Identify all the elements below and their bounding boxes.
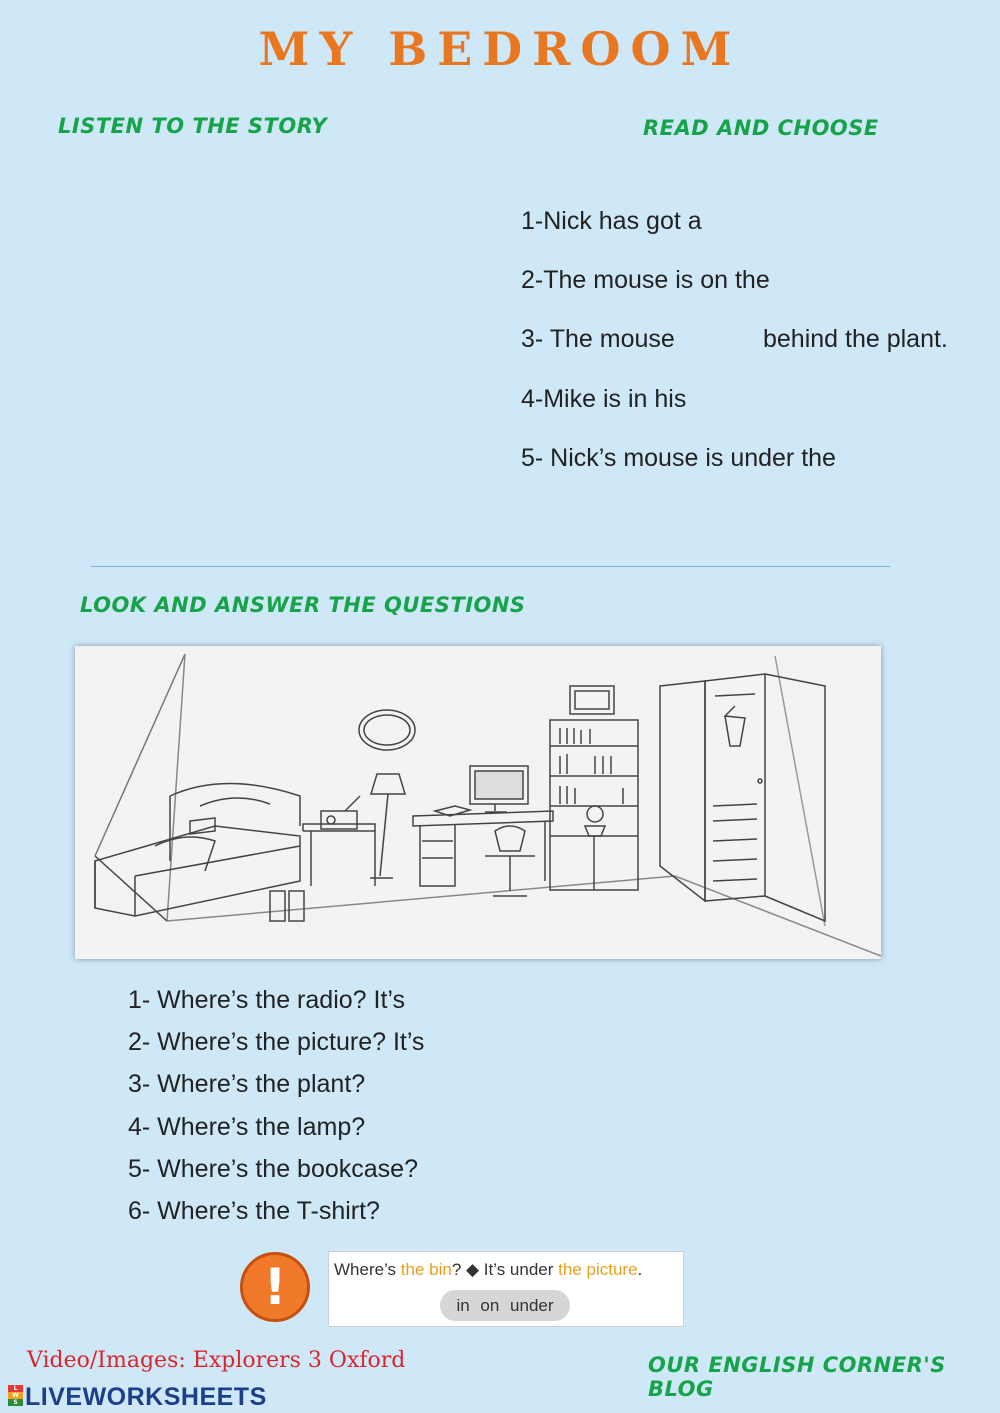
question-1: 1- Where’s the radio? It’s <box>128 986 405 1014</box>
badge-letter-2: W <box>8 1392 23 1399</box>
preposition-options: in on under <box>440 1290 570 1321</box>
tip-text-5: . <box>637 1260 643 1279</box>
tip-text-3: ? ◆ It’s under <box>451 1260 559 1279</box>
read-item-2: 2-The mouse is on the <box>521 266 770 294</box>
grammar-tip-box <box>328 1251 684 1327</box>
credit-left: Video/Images: Explorers 3 Oxford <box>27 1348 406 1373</box>
tip-text-4: the picture <box>558 1260 638 1279</box>
listen-heading: LISTEN TO THE STORY <box>58 114 328 138</box>
read-item-1: 1-Nick has got a <box>521 207 702 235</box>
badge-letter-3: S <box>8 1399 23 1406</box>
read-item-5: 5- Nick’s mouse is under the <box>521 444 836 472</box>
tip-text-1: Where’s <box>334 1260 401 1279</box>
logo-badge-icon <box>8 1385 23 1407</box>
tip-text-2: the bin <box>400 1260 452 1279</box>
question-3: 3- Where’s the plant? <box>128 1070 366 1098</box>
read-item-3: 3- The mouse <box>521 325 675 353</box>
question-6: 6- Where’s the T-shirt? <box>128 1197 380 1225</box>
read-heading: READ AND CHOOSE <box>643 116 879 140</box>
question-4: 4- Where’s the lamp? <box>128 1113 366 1141</box>
tip-sentence <box>334 1260 642 1280</box>
brand-name: LIVEWORKSHEETS <box>25 1383 267 1411</box>
question-5: 5- Where’s the bookcase? <box>128 1155 418 1183</box>
question-2: 2- Where’s the picture? It’s <box>128 1028 425 1056</box>
warning-icon: ! <box>240 1252 310 1322</box>
credit-right: OUR ENGLISH CORNER'S BLOG <box>648 1353 946 1401</box>
page-title: MY BEDROOM <box>258 22 742 76</box>
read-item-3-tail: behind the plant. <box>763 325 948 353</box>
read-item-4: 4-Mike is in his <box>521 385 687 413</box>
look-heading: LOOK AND ANSWER THE QUESTIONS <box>80 593 526 617</box>
section-divider <box>91 566 890 567</box>
badge-letter-1: L <box>8 1385 23 1392</box>
bedroom-illustration <box>75 646 881 959</box>
